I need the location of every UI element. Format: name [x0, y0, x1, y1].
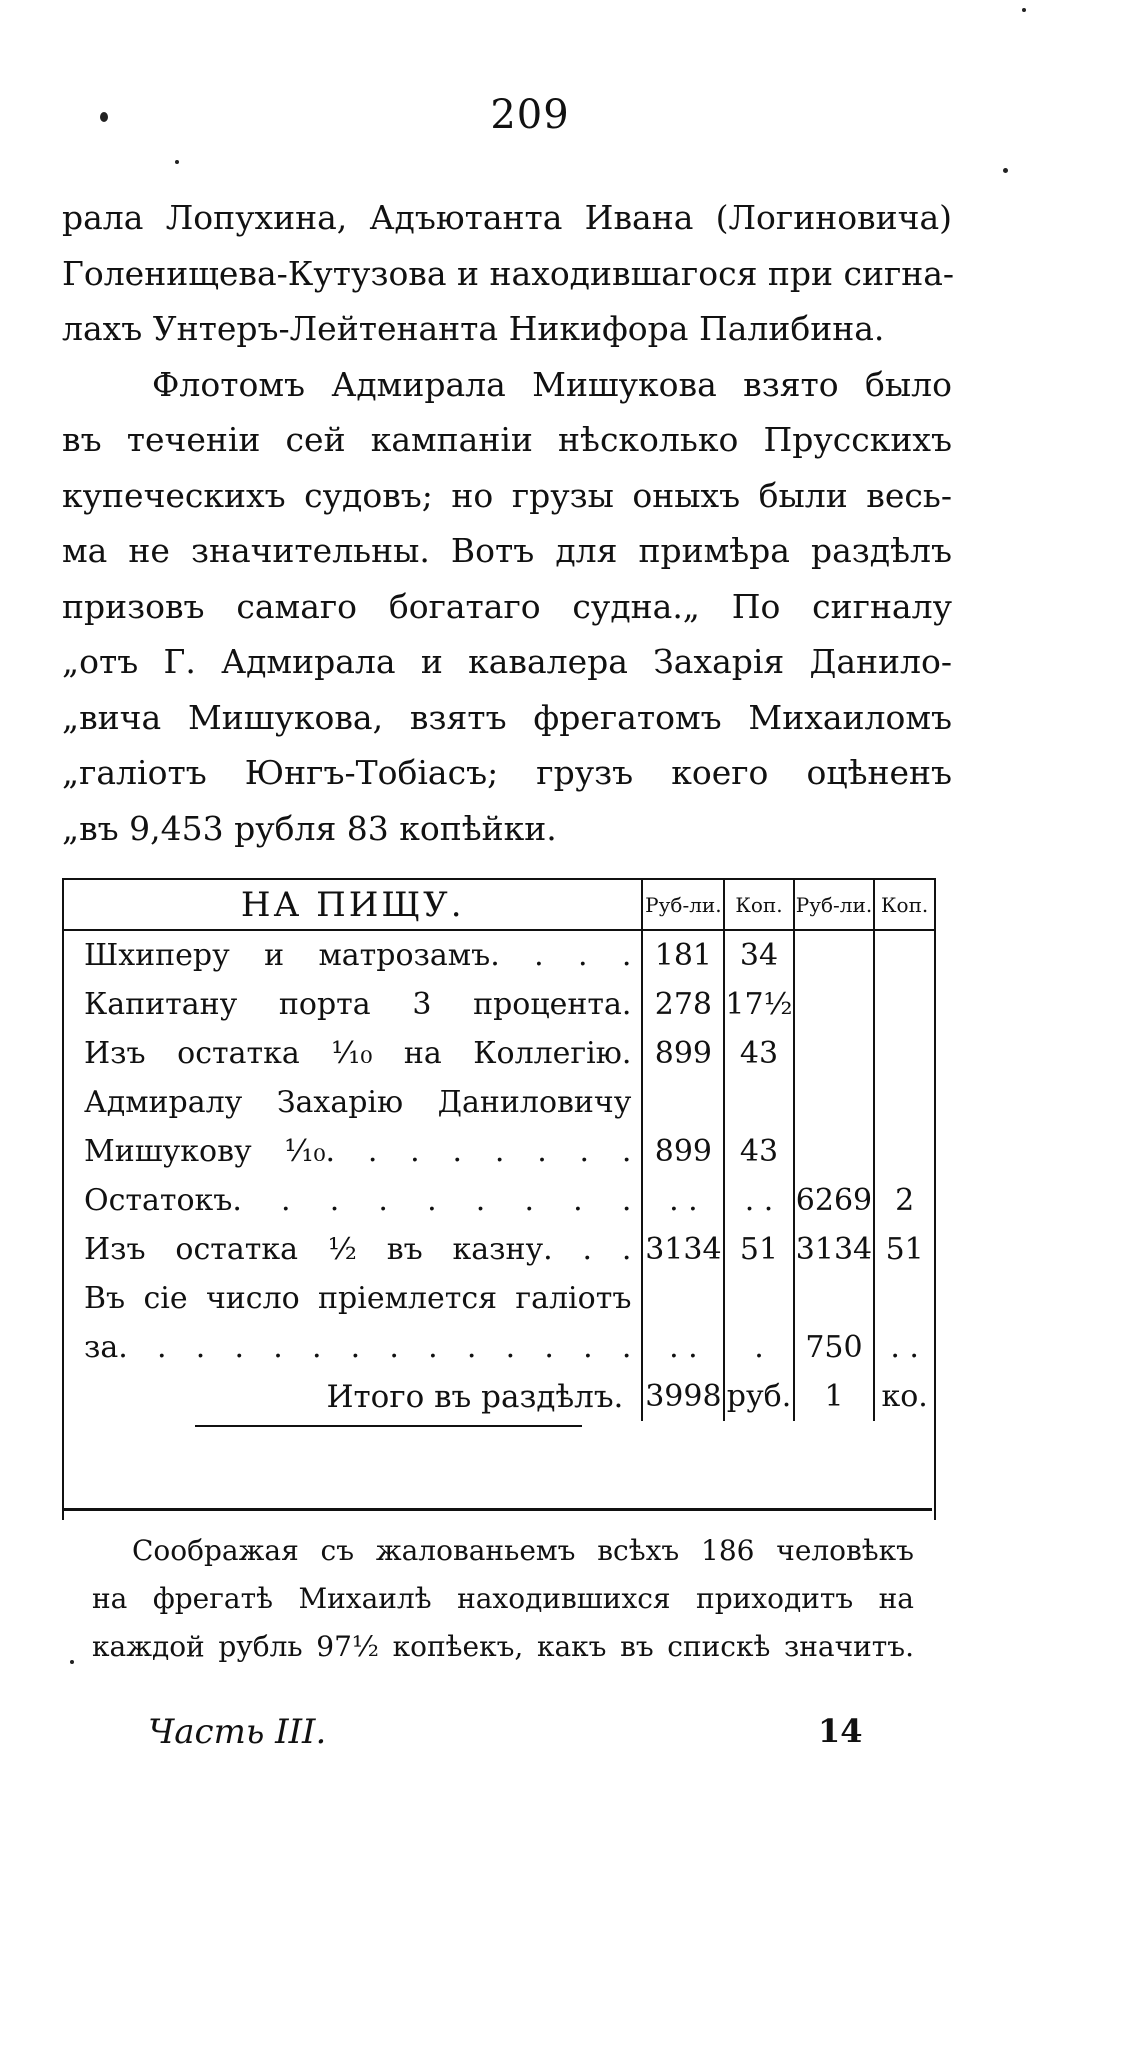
row-kopecks-2: . . [874, 1323, 934, 1372]
body-line: ма не значительны. Вотъ для примѣра раздѣлъ [62, 531, 952, 570]
table-row [64, 1176, 934, 1225]
row-rubles-2 [794, 1029, 875, 1078]
table-row [64, 1225, 934, 1274]
row-rubles: 278 [642, 980, 724, 1029]
total-kopecks: руб. [724, 1372, 793, 1421]
row-kopecks-2 [874, 1029, 934, 1078]
total-rubles-2: 1 [794, 1372, 875, 1421]
body-line: призовъ самаго богатаго судна.„ По сигналу [62, 586, 952, 626]
table-row [64, 1078, 934, 1127]
column-header-rubles: Руб-ли. [642, 880, 724, 930]
row-rubles-2: 6269 [794, 1176, 875, 1225]
row-kopecks-2 [874, 930, 934, 980]
body-line: „въ 9,453 рубля 83 копѣйки. [62, 808, 557, 848]
body-line: Голенищева-Кутузова и находившагося при сигна- [62, 253, 955, 293]
row-description: Капитану порта 3 процента. [84, 987, 632, 1022]
row-rubles-2 [794, 1078, 875, 1127]
prize-division-table [62, 878, 936, 1520]
total-divider [195, 1425, 582, 1427]
scan-speck [1003, 168, 1008, 173]
column-header-kopecks: Коп. [724, 880, 793, 930]
total-rubles: 3998 [642, 1372, 724, 1421]
note-line: на фрегатѣ Михаилѣ находившихся приходитъ на [92, 1582, 914, 1615]
row-kopecks: 43 [724, 1127, 793, 1176]
row-description: за. . . . . . . . . . . . . . [84, 1330, 632, 1365]
scan-speck [70, 1660, 74, 1664]
row-rubles: . . [642, 1323, 724, 1372]
row-rubles-2 [794, 930, 875, 980]
row-description: Адмиралу Захарію Даниловичу [84, 1085, 632, 1120]
table-row [64, 1127, 934, 1176]
ledger-table [64, 880, 934, 1421]
total-kopecks-2: ко. [874, 1372, 934, 1421]
row-description: Шхиперу и матрозамъ. . . . [84, 938, 632, 973]
table-row [64, 1029, 934, 1078]
row-kopecks: 51 [724, 1225, 793, 1274]
body-line: купеческихъ судовъ; но грузы оныхъ были весь- [62, 475, 952, 515]
table-row [64, 930, 934, 980]
signature-mark: 14 [818, 1712, 863, 1750]
row-rubles [642, 1274, 724, 1323]
row-rubles: 899 [642, 1127, 724, 1176]
table-title: НА ПИЩУ. [64, 880, 642, 930]
body-line: въ теченіи сей кампаніи нѣсколько Прусскихъ [62, 420, 952, 459]
table-total-row [64, 1372, 934, 1421]
row-rubles-2 [794, 1274, 875, 1323]
note-line: каждой рубль 97½ копѣекъ, какъ въ спискѣ значитъ. [92, 1630, 914, 1663]
row-rubles: 3134 [642, 1225, 724, 1274]
row-kopecks-2 [874, 1127, 934, 1176]
body-text [62, 190, 955, 856]
row-rubles: . . [642, 1176, 724, 1225]
body-line: „отъ Г. Адмирала и кавалера Захарія Данило- [62, 642, 952, 681]
table-footnote [62, 1508, 932, 1671]
scan-speck [175, 160, 179, 164]
column-header-kopecks-2: Коп. [874, 880, 934, 930]
body-line: „галіотъ Юнгъ-Тобіасъ; грузъ коего оцѣненъ [62, 753, 952, 792]
row-rubles-2 [794, 980, 875, 1029]
row-description: Мишукову ¹⁄₁₀. . . . . . . . [84, 1134, 632, 1169]
row-description: Остатокъ. . . . . . . . . [84, 1183, 632, 1218]
row-rubles: 181 [642, 930, 724, 980]
scan-speck [100, 112, 108, 122]
note-line: Соображая съ жалованьемъ всѣхъ 186 человѣкъ [132, 1534, 914, 1567]
column-header-rubles-2: Руб-ли. [794, 880, 875, 930]
row-rubles-2: 750 [794, 1323, 875, 1372]
table-row [64, 1274, 934, 1323]
page-number: 209 [490, 92, 570, 138]
scan-speck [1022, 8, 1026, 12]
table-header-row [64, 880, 934, 930]
row-description: Въ сіе число пріемлется галіотъ [84, 1281, 632, 1316]
table-row [64, 980, 934, 1029]
row-rubles-2 [794, 1127, 875, 1176]
row-kopecks-2 [874, 1078, 934, 1127]
table-row [64, 1323, 934, 1372]
row-kopecks-2 [874, 980, 934, 1029]
row-kopecks-2: 51 [874, 1225, 934, 1274]
total-label: Итого въ раздѣлъ. [326, 1378, 624, 1415]
row-kopecks: . [724, 1323, 793, 1372]
body-line: „вича Мишукова, взятъ фрегатомъ Михаиломъ [62, 697, 952, 737]
row-description: Изъ остатка ½ въ казну. . . [84, 1232, 632, 1267]
row-kopecks: . . [724, 1176, 793, 1225]
row-description: Изъ остатка ¹⁄₁₀ на Коллегію. [84, 1036, 632, 1071]
body-line: Флотомъ Адмирала Мишукова взято было [152, 364, 952, 404]
row-kopecks: 34 [724, 930, 793, 980]
row-kopecks [724, 1274, 793, 1323]
body-line: лахъ Унтеръ-Лейтенанта Никифора Палибина. [62, 309, 885, 348]
body-line: рала Лопухина, Адъютанта Ивана (Логиновича) [62, 198, 952, 237]
row-rubles-2: 3134 [794, 1225, 875, 1274]
row-rubles [642, 1078, 724, 1127]
row-kopecks: 43 [724, 1029, 793, 1078]
row-kopecks [724, 1078, 793, 1127]
row-kopecks-2: 2 [874, 1176, 934, 1225]
part-label: Часть III. [148, 1712, 327, 1752]
row-rubles: 899 [642, 1029, 724, 1078]
row-kopecks: 17½ [724, 980, 793, 1029]
row-kopecks-2 [874, 1274, 934, 1323]
